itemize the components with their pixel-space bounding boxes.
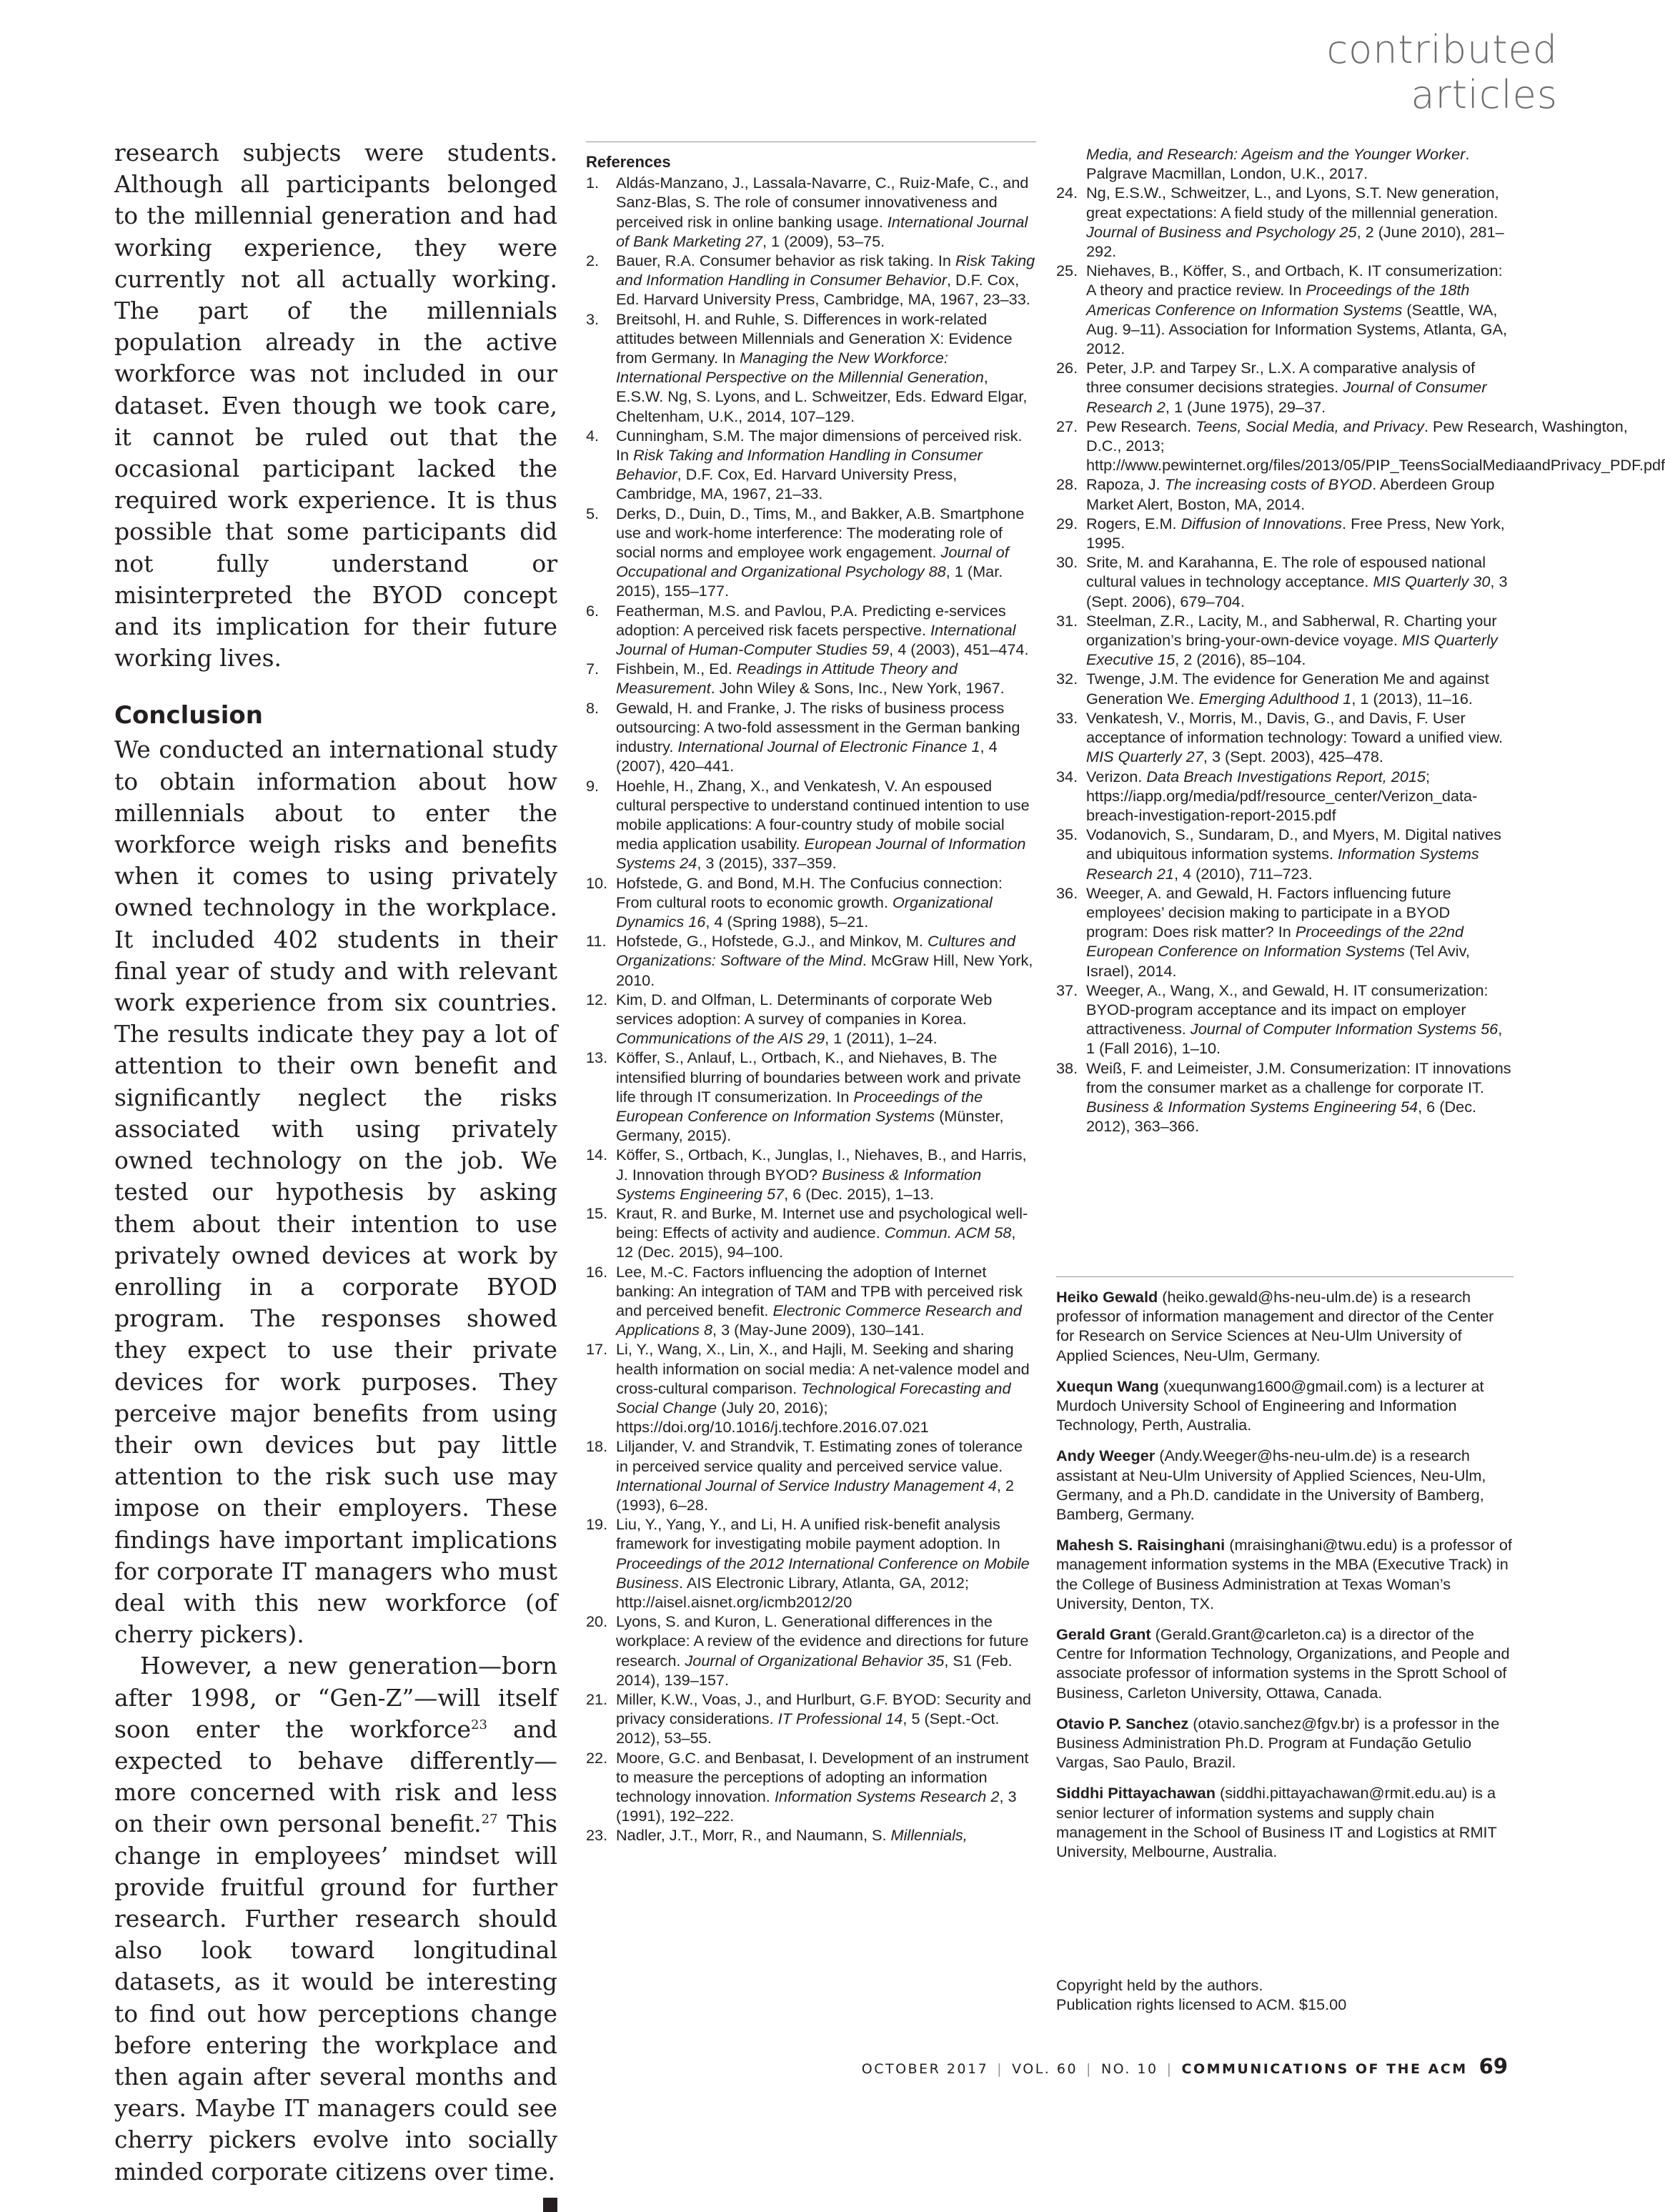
reference-authors: Vodanovich, S., Sundaram, D., and Myers, M. Digital natives and ubiquitous information systems. xyxy=(1086,825,1502,863)
reference-text xyxy=(616,1514,1036,1612)
reference-number: 27. xyxy=(1056,417,1078,435)
reference-text xyxy=(1086,514,1514,552)
reference-authors: Liu, Y., Yang, Y., and Li, H. A unified risk-benefit analysis framework for investigating mobile payment adoption. In xyxy=(616,1515,1000,1553)
reference-details: , 4 (2007), 420–441. xyxy=(616,738,998,775)
reference-source: Journal of Occupational and Organizational Psychology 88 xyxy=(616,543,1009,581)
author-description: (heiko.gewald@hs-neu-ulm.de) is a research professor of information management and director of the Center for Research on Service Sciences at Neu-Ulm University of Applied Sciences, Neu-Ulm, Germany. xyxy=(1056,1288,1494,1364)
author-bio xyxy=(1056,1714,1514,1772)
reference-item xyxy=(1056,708,1514,767)
reference-number: 37. xyxy=(1056,981,1078,999)
reference-item xyxy=(1056,883,1514,981)
reference-item xyxy=(586,1748,1036,1826)
reference-details: (Seattle, WA, Aug. 9–11). Association for Information Systems, Atlanta, GA, 2012. xyxy=(1086,300,1508,358)
reference-authors: Rogers, E.M. xyxy=(1086,514,1181,532)
reference-text xyxy=(616,504,1036,601)
reference-authors: Pew Research. xyxy=(1086,417,1196,435)
reference-source: Information Systems Research 21 xyxy=(1086,845,1479,883)
reference-number: 36. xyxy=(1056,883,1078,902)
reference-item xyxy=(586,1612,1036,1690)
reference-authors: Hofstede, G., Hofstede, G.J., and Minkov, M. xyxy=(616,932,928,951)
reference-number: 1. xyxy=(586,174,600,192)
body-paragraph: research subjects were students. Although all participants belonged to the millennial generation and had working experience, they were currently not all actually working. The part of the millennials population already in the active workforce was not included in our dataset. Even though we took care, it cannot be ruled out that the occasional participant lacked the required work experience. It is thus possible that some participants did not fully understand or misinterpreted the BYOD concept and its implication for their future working lives. xyxy=(114,139,557,673)
text-run: and expected to behave differently—more concerned with risk and less on their own personal benefit. xyxy=(114,1715,557,1838)
reference-details: , E.S.W. Ng, S. Lyons, and L. Schweitzer, Eds. Edward Elgar, Cheltenham, U.K., 2014, 107–129. xyxy=(616,368,1028,425)
author-description: (Andy.Weeger@hs-neu-ulm.de) is a research assistant at Neu-Ulm University of Applied Sciences, Neu-Ulm, Germany, and a Ph.D. candidate in the University of Bamberg, Bamberg, Germany. xyxy=(1056,1447,1486,1524)
reference-number: 19. xyxy=(586,1515,608,1534)
reference-item xyxy=(1056,475,1514,513)
reference-source: Millennials, xyxy=(890,1826,968,1845)
reference-details: (Münster, Germany, 2015). xyxy=(616,1106,1004,1145)
reference-text xyxy=(1086,475,1514,513)
reference-item xyxy=(1056,669,1514,708)
reference-authors: Hofstede, G. and Bond, M.H. The Confucius connection: From cultural roots to economic growth. xyxy=(616,873,1003,911)
author-description: (xuequnwang1600@gmail.com) is a lecturer at Murdoch University School of Engineering and Information Technology, Perth, Australia. xyxy=(1056,1377,1484,1434)
reference-source: MIS Quarterly 27 xyxy=(1086,748,1203,766)
reference-item xyxy=(1056,144,1514,183)
reference-details: . McGraw Hill, New York, 2010. xyxy=(616,951,1033,989)
author-bios xyxy=(1056,1276,1514,1873)
reference-authors: Steelman, Z.R., Lacity, M., and Sabherwal, R. Charting your organization’s bring-your-own-device voyage. xyxy=(1086,611,1497,650)
end-mark-icon: C xyxy=(543,2198,557,2212)
reference-authors: Kraut, R. and Burke, M. Internet use and psychological well-being: Effects of activity and audience. xyxy=(616,1204,1028,1242)
issue-number: NO. 10 xyxy=(1100,2061,1158,2077)
reference-source: Proceedings of the 18th Americas Conference on Information Systems xyxy=(1086,281,1470,319)
license-line: Publication rights licensed to ACM. $15.00 xyxy=(1056,1995,1347,2014)
reference-source: Electronic Commerce Research and Applications 8 xyxy=(616,1301,1022,1339)
reference-item xyxy=(586,504,1036,601)
reference-item xyxy=(586,931,1036,990)
reference-authors: Weeger, A. and Gewald, H. Factors influencing future employees’ decision making to participate in a BYOD program: Does risk matter? In xyxy=(1086,883,1451,941)
magazine-name: COMMUNICATIONS OF THE ACM xyxy=(1181,2061,1468,2077)
issue-date: OCTOBER 2017 xyxy=(861,2061,989,2077)
author-name: Heiko Gewald xyxy=(1056,1288,1158,1306)
reference-text xyxy=(616,173,1036,251)
reference-item xyxy=(586,1690,1036,1748)
reference-text xyxy=(616,426,1036,504)
reference-details: . AIS Electronic Library, Atlanta, GA, 2012; http://aisel.aisnet.org/icmb2012/20 xyxy=(616,1573,969,1612)
reference-text xyxy=(1086,708,1514,767)
reference-item xyxy=(1056,1058,1514,1136)
reference-source: European Journal of Information Systems 24 xyxy=(616,835,1026,873)
reference-number: 24. xyxy=(1056,184,1078,202)
reference-number: 18. xyxy=(586,1437,608,1456)
reference-authors: Niehaves, B., Köffer, S., and Ortbach, K. IT consumerization: A theory and practice review. In xyxy=(1086,262,1503,299)
reference-source: Business & Information Systems Engineering 54 xyxy=(1086,1097,1418,1116)
reference-details: , 3 (1991), 192–222. xyxy=(616,1787,1017,1825)
author-name: Xuequn Wang xyxy=(1056,1377,1159,1395)
reference-source: Information Systems Research 2 xyxy=(774,1787,1000,1806)
reference-number: 23. xyxy=(586,1826,608,1845)
reference-source: Commun. ACM 58 xyxy=(884,1224,1012,1242)
references-heading: References xyxy=(586,153,671,171)
section-header: contributed articles xyxy=(1326,27,1558,117)
reference-authors: Fishbein, M., Ed. xyxy=(616,660,737,678)
reference-item xyxy=(1056,825,1514,883)
reference-item xyxy=(586,1262,1036,1340)
reference-authors: Srite, M. and Karahanna, E. The role of espoused national cultural values in technology acceptance. xyxy=(1086,553,1486,591)
reference-item xyxy=(586,309,1036,426)
reference-source: IT Professional 14 xyxy=(777,1710,903,1728)
reference-authors: Twenge, J.M. The evidence for Generation Me and against Generation We. xyxy=(1086,670,1489,708)
body-paragraph xyxy=(114,1650,577,2211)
reference-number: 25. xyxy=(1056,262,1078,280)
reference-source: Journal of Computer Information Systems 56 xyxy=(1190,1020,1498,1038)
reference-number: 17. xyxy=(586,1340,608,1359)
reference-details: , 1 (2011), 1–24. xyxy=(825,1029,938,1048)
reference-text xyxy=(616,1690,1036,1748)
references-column-2 xyxy=(1056,144,1665,1136)
reference-details: , 2 (2016), 85–104. xyxy=(1175,650,1306,669)
reference-text xyxy=(1086,611,1514,670)
references-column-1 xyxy=(586,142,1036,1845)
reference-item xyxy=(1056,358,1514,417)
reference-source: Proceedings of the European Conference on Information Systems xyxy=(616,1087,983,1125)
reference-authors: Lee, M.-C. Factors influencing the adoption of Internet banking: An integration of TAM and TPB with perceived risk and perceived benefit. xyxy=(616,1262,1023,1319)
reference-number: 16. xyxy=(586,1262,608,1281)
citation-superscript[interactable]: 23 xyxy=(471,1717,487,1732)
reference-details: , 6 (Dec. 2012), 363–366. xyxy=(1086,1097,1477,1136)
reference-text xyxy=(616,1825,1036,1845)
reference-number: 26. xyxy=(1056,359,1078,377)
reference-details: , 1 (2013), 11–16. xyxy=(1351,689,1473,708)
reference-text xyxy=(1086,1058,1514,1136)
reference-authors: Nadler, J.T., Morr, R., and Naumann, S. xyxy=(616,1826,891,1845)
reference-text xyxy=(616,1048,1036,1145)
reference-authors: Weiß, F. and Leimeister, J.M. Consumerization: IT innovations from the consumer market as a challenge for corporate IT. xyxy=(1086,1058,1511,1096)
reference-text xyxy=(1086,669,1514,708)
author-description: (siddhi.pittayachawan@rmit.edu.au) is a senior lecturer of information systems and supply chain management in the School of Business IT and Logistics at RMIT University, Melbourne, Australia. xyxy=(1056,1784,1497,1861)
reference-details: , 3 (2015), 337–359. xyxy=(697,854,837,873)
reference-source: Data Breach Investigations Report, 2015 xyxy=(1146,767,1426,785)
reference-authors: Cunningham, S.M. The major dimensions of perceived risk. In xyxy=(616,426,1023,465)
reference-source: The increasing costs of BYOD xyxy=(1164,475,1373,494)
reference-text xyxy=(616,698,1036,776)
reference-item xyxy=(586,873,1036,932)
reference-number: 34. xyxy=(1056,767,1078,785)
reference-authors: Featherman, M.S. and Pavlou, P.A. Predicting e-services adoption: A perceived risk facets perspective. xyxy=(616,601,1006,639)
reference-source: Journal of Organizational Behavior 35 xyxy=(685,1651,945,1670)
reference-authors: Verizon. xyxy=(1086,767,1147,785)
reference-details: ; https://iapp.org/media/pdf/resource_center/Verizon_data-breach-investigation-report-2015.pdf xyxy=(1086,767,1478,824)
reference-text xyxy=(1086,883,1514,981)
reference-details: , 3 (May-June 2009), 130–141. xyxy=(712,1321,925,1339)
reference-text xyxy=(616,1204,1036,1262)
reference-details: . Free Press, New York, 1995. xyxy=(1086,514,1505,552)
reference-details: , 4 (Spring 1988), 5–21. xyxy=(705,912,869,931)
reference-text xyxy=(1086,552,1514,611)
author-bio xyxy=(1056,1446,1514,1524)
reference-item xyxy=(1056,981,1514,1058)
reference-authors: Köffer, S., Ortbach, K., Junglas, I., Niehaves, B., and Harris, J. Innovation through BYOD? xyxy=(616,1146,1027,1184)
reference-source: Risk Taking and Information Handling in Consumer Behavior xyxy=(616,446,983,484)
reference-text xyxy=(616,1145,1036,1204)
reference-authors: Li, Y., Wang, X., Lin, X., and Hajli, M. Seeking and sharing health information on social media: A net-valence model and cross-cultural comparison. xyxy=(616,1340,1030,1397)
reference-authors: Gewald, H. and Franke, J. The risks of business process outsourcing: A two-fold assessment in the German banking industry. xyxy=(616,698,1020,756)
reference-number: 14. xyxy=(586,1146,608,1164)
author-description: (Gerald.Grant@carleton.ca) is a director of the Centre for Information Technology, Organizations, and People and associate professor of information systems in the Sprott School of Business, Carleton University, Ottawa, Canada. xyxy=(1056,1625,1510,1702)
reference-number: 33. xyxy=(1056,708,1078,727)
author-name: Andy Weeger xyxy=(1056,1447,1155,1465)
reference-source: Managing the New Workforce: International Perspective on the Millennial Generation xyxy=(616,349,984,387)
author-name: Gerald Grant xyxy=(1056,1625,1151,1644)
reference-number: 28. xyxy=(1056,475,1078,494)
reference-source: International Journal of Bank Marketing 27 xyxy=(616,212,1028,250)
reference-authors: Liljander, V. and Strandvik, T. Estimating zones of tolerance in perceived service quality and perceived service value. xyxy=(616,1437,1023,1475)
reference-details: (July 20, 2016); https://doi.org/10.1016/j.techfore.2016.07.021 xyxy=(616,1399,929,1437)
page-footer: OCTOBER 2017 | VOL. 60 | NO. 10 | COMMUNICATIONS OF THE ACM 69 xyxy=(861,2054,1508,2078)
reference-item xyxy=(1056,611,1514,670)
reference-details: . John Wiley & Sons, Inc., New York, 1967. xyxy=(710,679,1005,698)
conclusion-heading: Conclusion xyxy=(114,701,263,730)
reference-number: 11. xyxy=(586,932,607,951)
reference-source: International Journal of Human-Computer Studies 59 xyxy=(616,620,1016,659)
author-bio xyxy=(1056,1783,1514,1861)
reference-text xyxy=(616,1339,1036,1437)
reference-source: Journal of Consumer Research 2 xyxy=(1086,378,1487,416)
reference-text xyxy=(1086,183,1514,261)
reference-details: . Palgrave Macmillan, London, U.K., 2017. xyxy=(1086,145,1470,183)
reference-item xyxy=(586,1204,1036,1262)
reference-source: Business & Information Systems Engineering 57 xyxy=(616,1165,982,1203)
reference-authors: Peter, J.P. and Tarpey Sr., L.X. A comparative analysis of three consumer decisions strategies. xyxy=(1086,359,1476,397)
reference-text xyxy=(616,873,1036,932)
reference-details: , 3 (Sept. 2006), 679–704. xyxy=(1086,572,1508,610)
author-bio xyxy=(1056,1625,1514,1702)
reference-details: , 1 (June 1975), 29–37. xyxy=(1165,397,1326,416)
reference-number: 29. xyxy=(1056,514,1078,532)
reference-source: International Journal of Electronic Finance 1 xyxy=(677,738,980,756)
reference-source: MIS Quarterly Executive 15 xyxy=(1086,631,1498,669)
reference-details: , 6 (Dec. 2015), 1–13. xyxy=(784,1184,934,1203)
author-name: Siddhi Pittayachawan xyxy=(1056,1784,1216,1802)
reference-text xyxy=(616,1612,1036,1690)
reference-item xyxy=(586,601,1036,660)
reference-text xyxy=(616,251,1036,309)
reference-item xyxy=(586,1048,1036,1145)
reference-text xyxy=(1086,261,1514,358)
reference-details: , 4 (2010), 711–723. xyxy=(1173,864,1313,883)
reference-source: Organizational Dynamics 16 xyxy=(616,893,993,931)
reference-item xyxy=(1056,417,1665,475)
reference-details: , 5 (Sept.-Oct. 2012), 53–55. xyxy=(616,1710,1000,1747)
reference-item xyxy=(586,990,1036,1048)
reference-number: 4. xyxy=(586,426,600,445)
author-bio xyxy=(1056,1535,1514,1613)
reference-text xyxy=(616,931,1036,990)
reference-item xyxy=(586,173,1036,251)
reference-source: Proceedings of the 2012 International Conference on Mobile Business xyxy=(616,1554,1030,1592)
reference-details: . Pew Research, Washington, D.C., 2013; http://www.pewinternet.org/files/2013/05/PIP_TeensSocialMediaandPrivacy_PDF.pdf xyxy=(1086,417,1665,475)
reference-details: (Tel Aviv, Israel), 2014. xyxy=(1086,942,1470,980)
text-run: However, a new generation—born after 1998, or “Gen-Z”—will itself soon enter the workforce xyxy=(114,1652,557,1743)
copyright-line: Copyright held by the authors. xyxy=(1056,1976,1263,1994)
reference-text xyxy=(616,990,1036,1048)
reference-source: Proceedings of the 22nd European Conference on Information Systems xyxy=(1086,923,1464,961)
reference-text xyxy=(1086,417,1665,475)
volume: VOL. 60 xyxy=(1012,2061,1078,2077)
reference-item xyxy=(586,251,1036,309)
body-paragraph: We conducted an international study to obtain information about how millennials about to enter the workforce weigh risks and benefits when it comes to using privately owned technology in the workplace. It included 402 students in their final year of study and with relevant work experience from six countries. The results indicate they pay a lot of attention to their own benefit and significantly neglect the risks associated with using privately owned technology on the job. We tested our hypothesis by asking them about their intention to use privately owned devices at work by enrolling in a corporate BYOD program. The responses showed they expect to use their private devices for work purposes. They perceive major benefits from using their own devices but pay little attention to the risk such use may impose on their employers. These findings have important implications for corporate IT managers who must deal with this new workforce (of cherry pickers). xyxy=(114,735,557,1649)
reference-source: Emerging Adulthood 1 xyxy=(1198,689,1352,708)
reference-number: 15. xyxy=(586,1204,608,1222)
reference-number: 5. xyxy=(586,504,600,522)
reference-number: 7. xyxy=(586,660,600,678)
page-number: 69 xyxy=(1478,2054,1508,2078)
reference-authors: Hoehle, H., Zhang, X., and Venkatesh, V. An espoused cultural perspective to understand continued intention to use mobile applications: A four-country study of mobile social media application usability. xyxy=(616,776,1030,853)
reference-details: , 3 (Sept. 2003), 425–478. xyxy=(1203,748,1383,766)
reference-text xyxy=(616,601,1036,660)
reference-item xyxy=(586,426,1036,504)
reference-source: Readings in Attitude Theory and Measurement xyxy=(616,660,958,698)
reference-source: Risk Taking and Information Handling in Consumer Behavior xyxy=(616,252,1035,289)
copyright-notice xyxy=(1056,1975,1514,2014)
reference-details: , 2 (1993), 6–28. xyxy=(616,1476,1014,1514)
reference-item xyxy=(586,1339,1036,1437)
reference-number: 20. xyxy=(586,1612,608,1631)
reference-authors: Rapoza, J. xyxy=(1086,475,1165,494)
reference-item xyxy=(586,1825,1036,1845)
reference-item xyxy=(586,1437,1036,1514)
reference-number: 9. xyxy=(586,776,600,795)
reference-number: 35. xyxy=(1056,825,1078,844)
reference-authors: Derks, D., Duin, D., Tims, M., and Bakker, A.B. Smartphone use and work-home interference: The moderating role of social norms and employee work engagement. xyxy=(616,504,1025,562)
reference-source: Diffusion of Innovations xyxy=(1181,514,1343,532)
reference-source: Teens, Social Media, and Privacy xyxy=(1196,417,1424,435)
reference-source: Communications of the AIS 29 xyxy=(616,1029,825,1048)
text-run: This change in employees’ mindset will provide fruitful ground for further research. Further research should also look toward longitudinal datasets, as it would be interesting to find out how perceptions change before entering the workplace and then again after several months and years. Maybe IT managers could see cherry pickers evolve into socially minded corporate citizens over time. xyxy=(114,1810,557,2186)
reference-number: 32. xyxy=(1056,670,1078,688)
reference-source: International Journal of Service Industry Management 4 xyxy=(616,1476,997,1494)
reference-number: 21. xyxy=(586,1690,608,1709)
reference-number: 31. xyxy=(1056,611,1078,630)
reference-text xyxy=(1086,767,1514,825)
reference-item xyxy=(1056,514,1514,552)
reference-details: , 1 (Mar. 2015), 155–177. xyxy=(616,562,1003,600)
author-description: (otavio.sanchez@fgv.br) is a professor in the Business Administration Ph.D. Program at Fundação Getulio Vargas, Sao Paulo, Brazil. xyxy=(1056,1714,1500,1772)
author-bio xyxy=(1056,1287,1514,1365)
reference-authors: Ng, E.S.W., Schweitzer, L., and Lyons, S.T. New generation, great expectations: A field study of the millennial generation. xyxy=(1086,184,1499,222)
author-name: Otavio P. Sanchez xyxy=(1056,1714,1189,1732)
reference-text xyxy=(1056,144,1514,183)
reference-authors: Moore, G.C. and Benbasat, I. Development of an instrument to measure the perceptions of adopting an information technology innovation. xyxy=(616,1748,1029,1806)
reference-number: 12. xyxy=(586,990,608,1008)
reference-text xyxy=(616,309,1036,426)
reference-text xyxy=(616,1437,1036,1514)
reference-item xyxy=(586,776,1036,873)
reference-number: 38. xyxy=(1056,1058,1078,1077)
author-description: (mraisinghani@twu.edu) is a professor of management information systems in the MBA (Executive Track) in the College of Business Administration at Texas Woman’s University, Denton, TX. xyxy=(1056,1536,1512,1612)
article-body xyxy=(114,137,577,2212)
reference-authors: Miller, K.W., Voas, J., and Hurlburt, G.F. BYOD: Security and privacy considerations. xyxy=(616,1690,1031,1728)
reference-details: , D.F. Cox, Ed. Harvard University Press, Cambridge, MA, 1967, 21–33. xyxy=(616,465,958,503)
reference-authors: Aldás-Manzano, J., Lassala-Navarre, C., Ruiz-Mafe, C., and Sanz-Blas, S. The role of consumer innovativeness and perceived risk in online banking usage. xyxy=(616,174,1029,231)
reference-item xyxy=(586,659,1036,698)
reference-authors: Bauer, R.A. Consumer behavior as risk taking. In xyxy=(616,252,955,270)
reference-source: Technological Forecasting and Social Change xyxy=(616,1379,1011,1417)
reference-number: 3. xyxy=(586,309,600,328)
reference-number: 8. xyxy=(586,698,600,717)
reference-details: . Aberdeen Group Market Alert, Boston, MA, 2014. xyxy=(1086,475,1495,513)
reference-text xyxy=(1086,358,1514,417)
reference-number: 22. xyxy=(586,1748,608,1767)
reference-details: , D.F. Cox, Ed. Harvard University Press, Cambridge, MA, 1967, 23–33. xyxy=(616,271,1030,309)
reference-number: 10. xyxy=(586,873,608,892)
reference-text xyxy=(616,776,1036,873)
reference-text xyxy=(616,1748,1036,1826)
reference-text xyxy=(1086,981,1514,1058)
reference-authors: Venkatesh, V., Morris, M., Davis, G., and Davis, F. User acceptance of information technology: Toward a unified view. xyxy=(1086,708,1504,747)
reference-details: , 12 (Dec. 2015), 94–100. xyxy=(616,1224,1016,1261)
reference-authors: Lyons, S. and Kuron, L. Generational differences in the workplace: A review of the evidence and directions for future research. xyxy=(616,1612,1029,1670)
reference-source: MIS Quarterly 30 xyxy=(1373,572,1491,591)
reference-source: Media, and Research: Ageism and the Younger Worker xyxy=(1086,145,1466,163)
reference-authors: Breitsohl, H. and Ruhle, S. Differences in work-related attitudes between Millennials and Generation X: Evidence from Germany. In xyxy=(616,309,1013,367)
reference-item xyxy=(1056,552,1514,611)
reference-details: , 1 (Fall 2016), 1–10. xyxy=(1086,1020,1503,1058)
reference-source: Cultures and Organizations: Software of the Mind xyxy=(616,932,1015,970)
reference-item xyxy=(586,1514,1036,1612)
reference-source: Journal of Business and Psychology 25 xyxy=(1086,222,1357,241)
reference-number: 6. xyxy=(586,601,600,620)
reference-authors: Köffer, S., Anlauf, L., Ortbach, K., and Niehaves, B. The intensified blurring of boundaries between work and private life through IT consumerization. In xyxy=(616,1048,1021,1106)
reference-item xyxy=(1056,183,1514,261)
reference-item xyxy=(586,698,1036,776)
reference-authors: Weeger, A., Wang, X., and Gewald, H. IT consumerization: BYOD-program acceptance and its impact on employer attractiveness. xyxy=(1086,981,1488,1038)
reference-text xyxy=(1086,825,1514,883)
reference-item xyxy=(1056,261,1514,358)
reference-item xyxy=(1056,767,1514,825)
reference-text xyxy=(616,659,1036,698)
reference-number: 2. xyxy=(586,252,600,270)
citation-superscript[interactable]: 27 xyxy=(481,1812,498,1827)
reference-text xyxy=(616,1262,1036,1340)
reference-item xyxy=(586,1145,1036,1204)
reference-details: , S1 (Feb. 2014), 139–157. xyxy=(616,1651,1013,1689)
author-bio xyxy=(1056,1377,1514,1435)
reference-details: , 2 (June 2010), 281–292. xyxy=(1086,222,1504,261)
reference-authors: Kim, D. and Olfman, L. Determinants of corporate Web services adoption: A survey of companies in Korea. xyxy=(616,990,993,1028)
reference-number: 13. xyxy=(586,1048,608,1067)
reference-number: 30. xyxy=(1056,553,1078,572)
author-name: Mahesh S. Raisinghani xyxy=(1056,1536,1226,1554)
reference-details: , 1 (2009), 53–75. xyxy=(762,232,885,250)
reference-details: , 4 (2003), 451–474. xyxy=(889,640,1029,659)
